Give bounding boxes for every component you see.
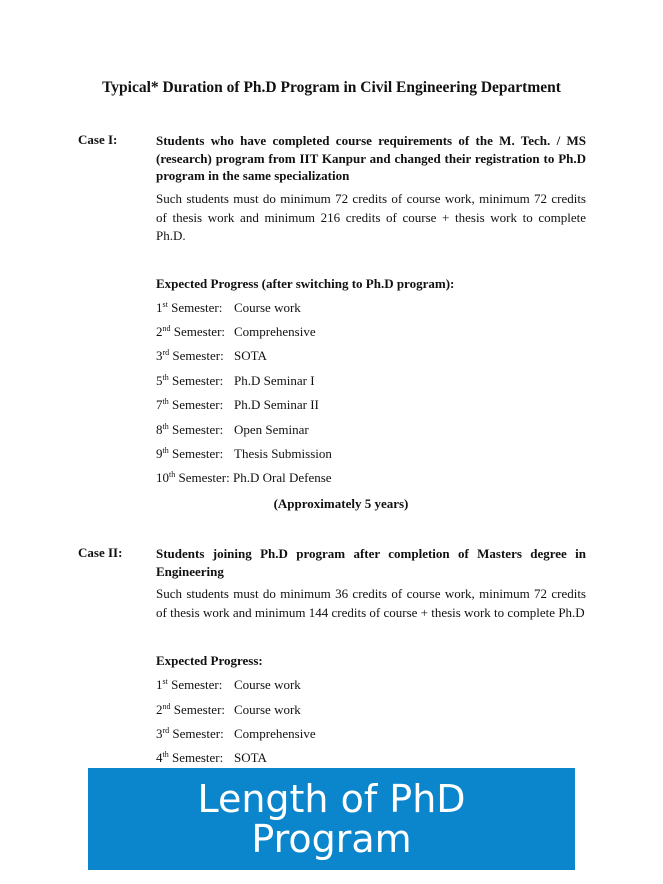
caption-banner (88, 768, 575, 870)
semester-row: 1st Semester: Course work (156, 677, 301, 692)
semester-row: 10th Semester: Ph.D Oral Defense (156, 470, 332, 485)
semester-row: 8th Semester: Open Seminar (156, 422, 309, 437)
semester-row: 2nd Semester: Course work (156, 702, 301, 717)
semester-row: 9th Semester: Thesis Submission (156, 446, 332, 461)
semester-activity: Course work (234, 677, 301, 692)
semester-row: 3rd Semester: Comprehensive (156, 726, 316, 741)
semester-activity: Ph.D Seminar I (234, 373, 315, 388)
semester-activity: Course work (234, 702, 301, 717)
semester-row: 4th Semester: SOTA (156, 750, 267, 765)
semester-activity: Course work (234, 300, 301, 315)
document-title: Typical* Duration of Ph.D Program in Civil Engineering Department (102, 79, 561, 96)
semester-row: 3rd Semester: SOTA (156, 348, 267, 363)
caption-banner-text: Length of PhD Program (197, 777, 466, 861)
semester-row: 1st Semester: Course work (156, 300, 301, 315)
case-1-label: Case I: (78, 132, 118, 147)
semester-activity: Ph.D Seminar II (234, 397, 319, 412)
case-1-heading: Students who have completed course requirements of the M. Tech. / MS (research) program from IIT Kanpur and changed their registration to Ph.D program in the same specialization (156, 133, 586, 183)
semester-activity: Comprehensive (234, 324, 316, 339)
semester-activity: SOTA (234, 348, 267, 363)
semester-activity: Ph.D Oral Defense (233, 470, 332, 485)
case-2-description: Such students must do minimum 36 credits of course work, minimum 72 credits of thesis work and minimum 144 credits of course + thesis work to complete Ph.D (156, 586, 586, 620)
case-2-heading: Students joining Ph.D program after completion of Masters degree in Engineering (156, 546, 586, 579)
semester-row: 2nd Semester: Comprehensive (156, 324, 316, 339)
case-2-progress-title: Expected Progress: (156, 653, 263, 668)
semester-row: 7th Semester: Ph.D Seminar II (156, 397, 319, 412)
case-1-approx-duration: (Approximately 5 years) (273, 496, 409, 511)
case-1-progress-title: Expected Progress (after switching to Ph.D program): (156, 276, 455, 291)
semester-activity: Comprehensive (234, 726, 316, 741)
semester-activity: SOTA (234, 750, 267, 765)
semester-activity: Open Seminar (234, 422, 309, 437)
semester-activity: Thesis Submission (234, 446, 332, 461)
case-2-label: Case II: (78, 545, 123, 560)
semester-row: 5th Semester: Ph.D Seminar I (156, 373, 315, 388)
case-1-description: Such students must do minimum 72 credits of course work, minimum 72 credits of thesis work and minimum 216 credits of course + thesis work to complete Ph.D. (156, 191, 586, 243)
